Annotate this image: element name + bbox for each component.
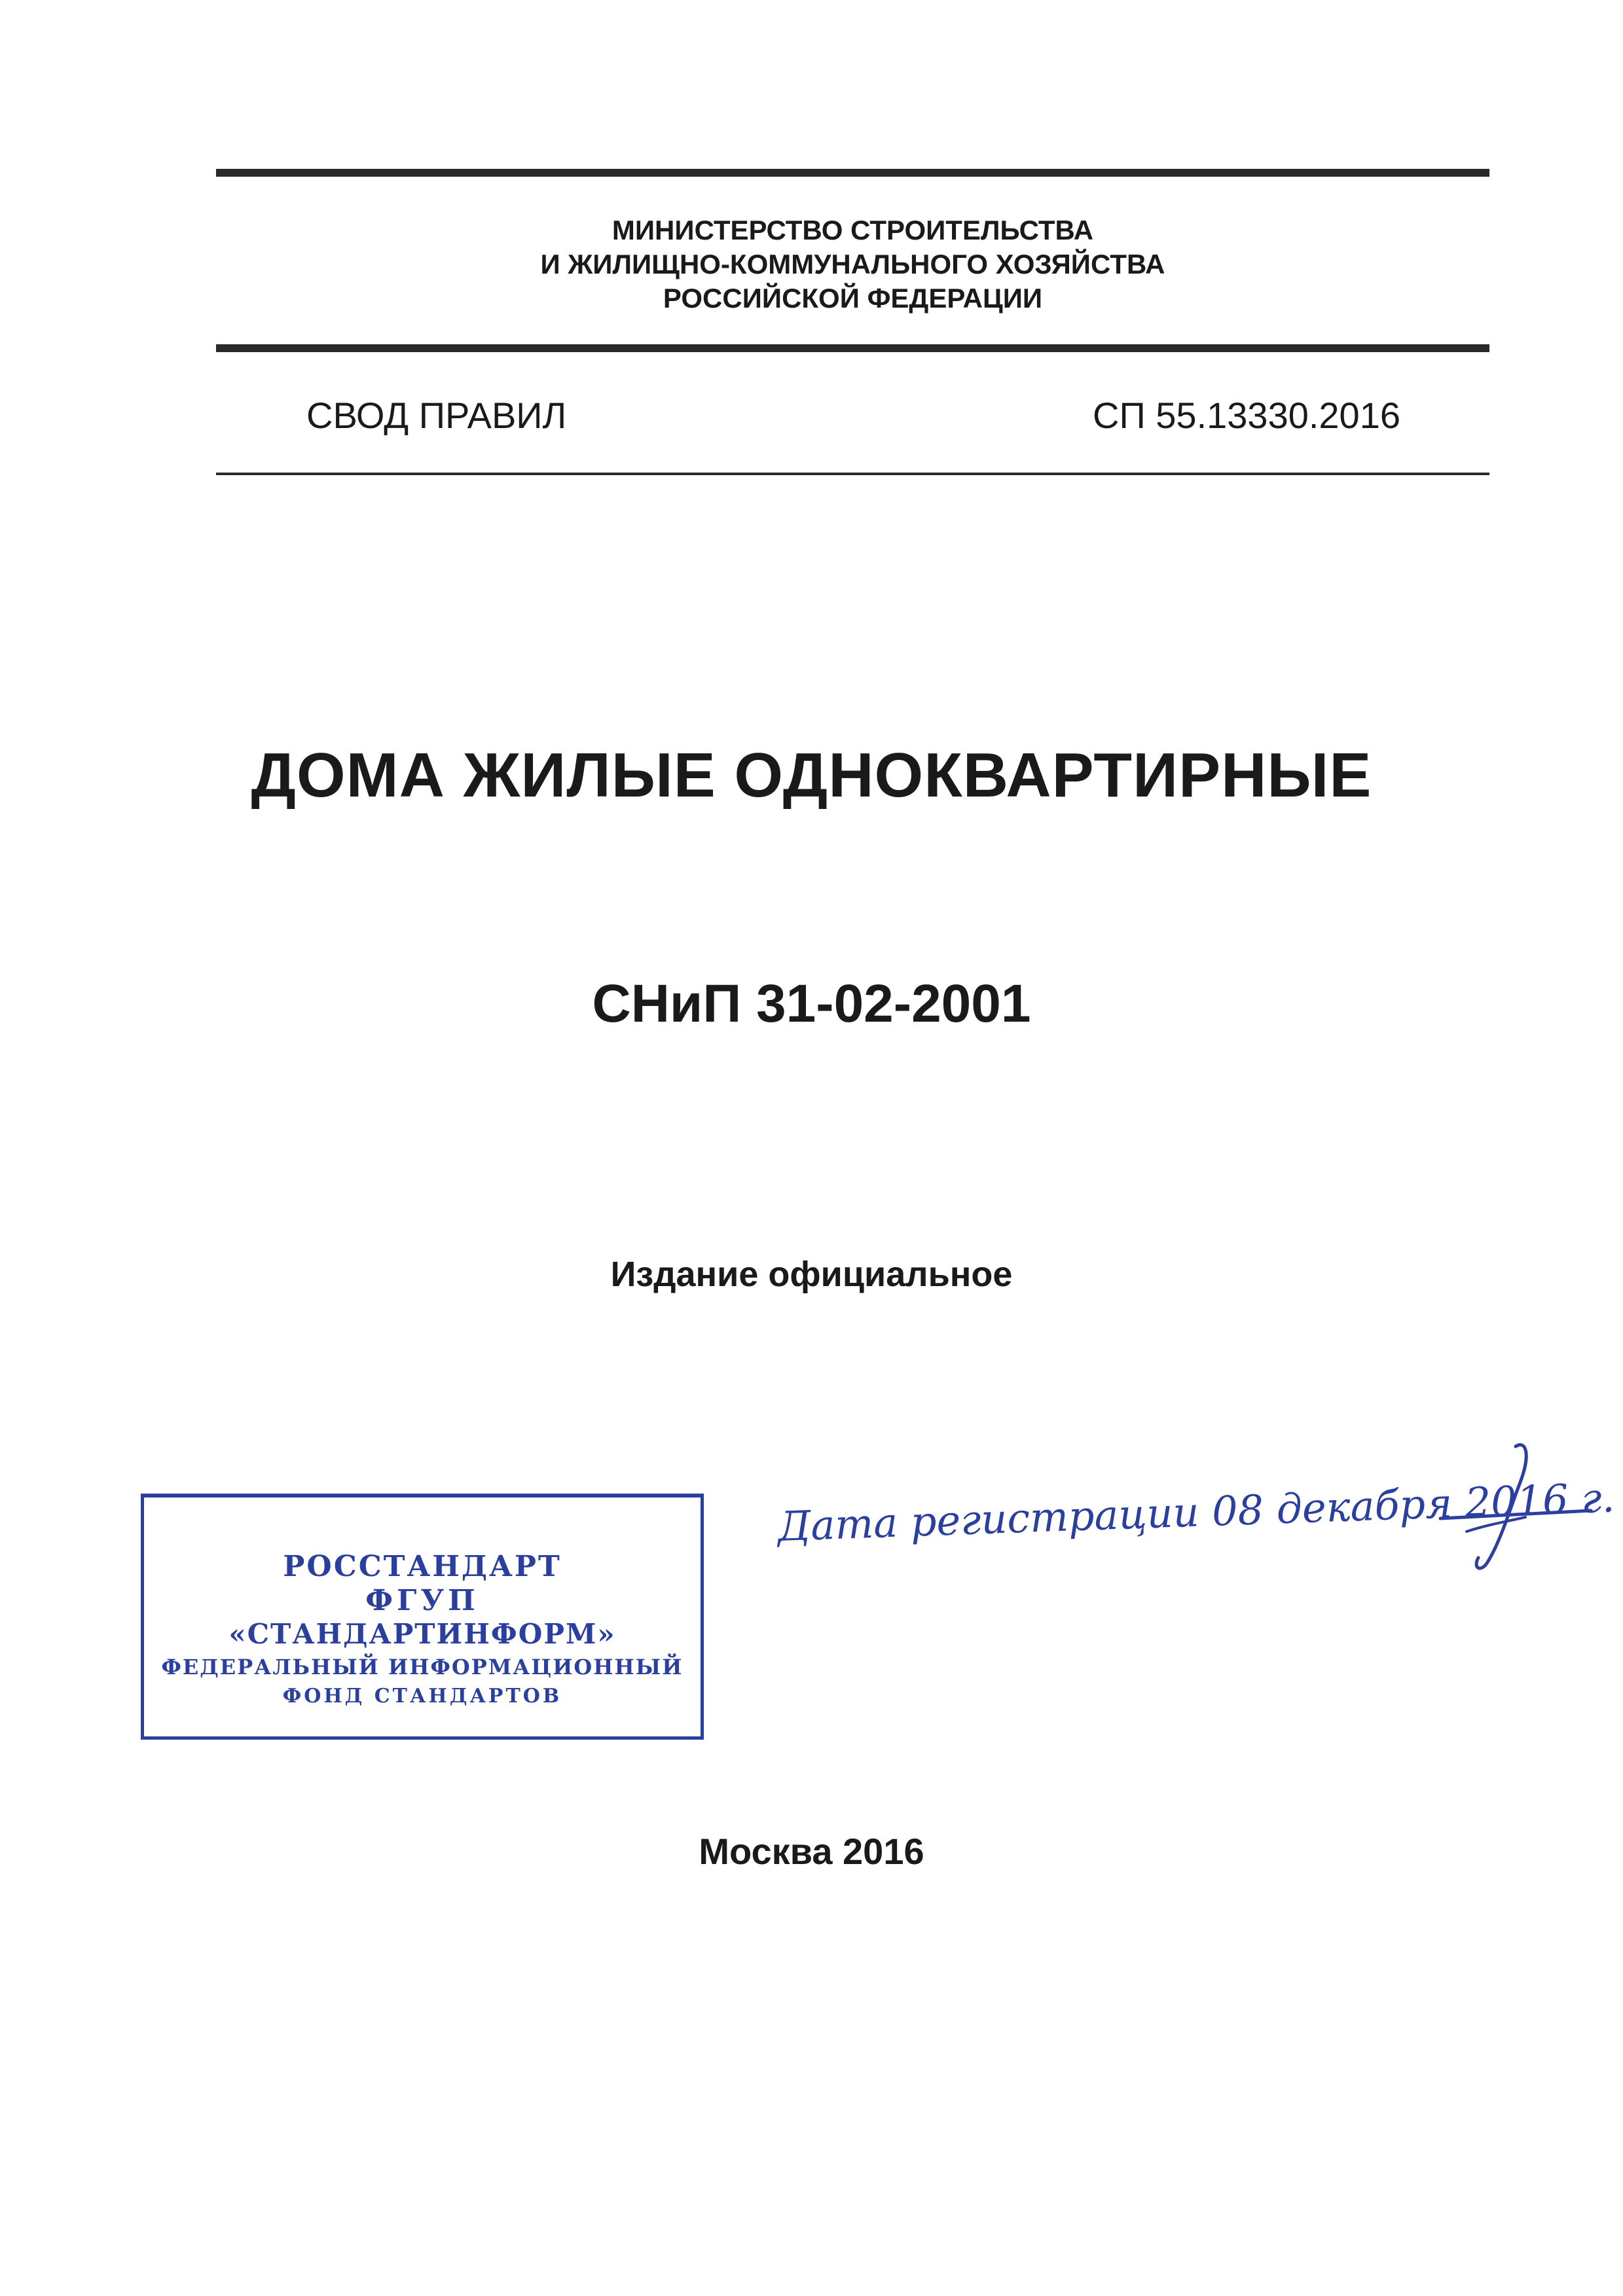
middle-rule — [216, 344, 1489, 352]
document-type: СВОД ПРАВИЛ — [306, 395, 567, 436]
city-year: Москва 2016 — [699, 1831, 924, 1872]
document-subtitle: СНиП 31-02-2001 — [592, 974, 1031, 1033]
stamp-line-1: РОССТАНДАРТ — [283, 1550, 562, 1583]
registration-stamp — [141, 1494, 704, 1740]
stamp-line-2: ФГУП — [365, 1584, 479, 1617]
stamp-line-5: ФОНД СТАНДАРТОВ — [282, 1685, 562, 1708]
signature — [1427, 1433, 1597, 1577]
document-code: СП 55.13330.2016 — [1093, 395, 1400, 436]
document-title: ДОМА ЖИЛЫЕ ОДНОКВАРТИРНЫЕ — [251, 740, 1372, 810]
registration-date-note: Дата регистрации 08 декабря 2016 г. — [776, 1473, 1616, 1551]
top-rule — [216, 169, 1489, 177]
code-underline — [216, 473, 1489, 475]
ministry-line-2: И ЖИЛИЩНО-КОММУНАЛЬНОГО ХОЗЯЙСТВА — [540, 249, 1165, 279]
ministry-line-1: МИНИСТЕРСТВО СТРОИТЕЛЬСТВА — [611, 215, 1094, 245]
stamp-line-3: «СТАНДАРТИНФОРМ» — [228, 1618, 616, 1650]
ministry-header — [216, 213, 1489, 315]
ministry-line-3: РОССИЙСКОЙ ФЕДЕРАЦИИ — [663, 283, 1043, 314]
stamp-line-4: ФЕДЕРАЛЬНЫЙ ИНФОРМАЦИОННЫЙ — [161, 1655, 684, 1679]
edition-label: Издание официальное — [610, 1255, 1013, 1294]
